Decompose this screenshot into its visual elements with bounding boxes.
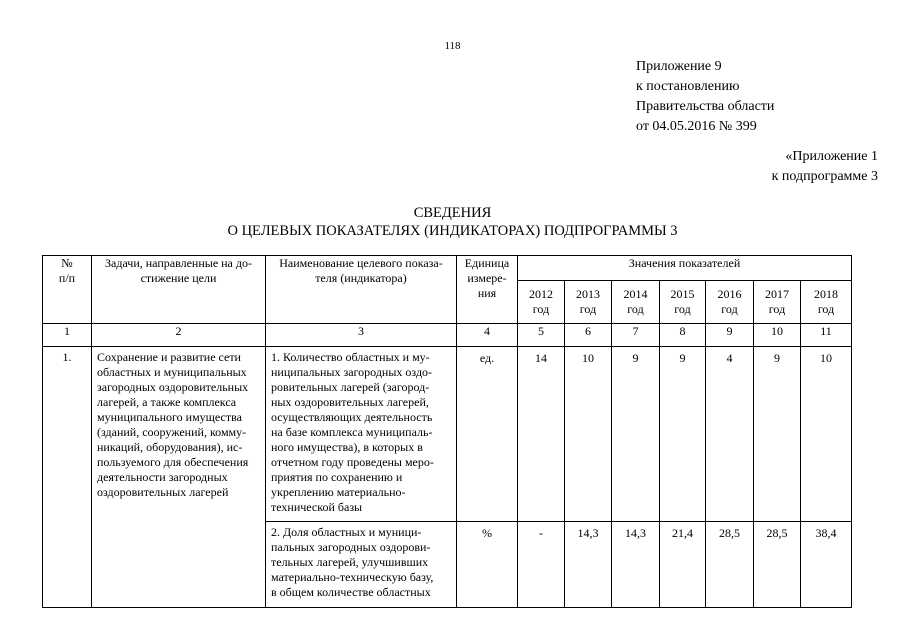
header-text: №	[61, 256, 73, 270]
column-number: 1	[43, 324, 92, 347]
header-unit	[457, 256, 518, 324]
indicators-table	[42, 255, 852, 608]
value-cell: 4	[706, 347, 754, 522]
header-text: ния	[477, 286, 497, 300]
header-year	[660, 281, 706, 324]
header-text: Задачи, направленные на до-	[105, 256, 252, 270]
indicator-cell	[266, 522, 457, 608]
column-number: 10	[754, 324, 801, 347]
year-text: 2018	[814, 287, 839, 301]
value-cell: -	[518, 522, 565, 608]
header-year	[565, 281, 612, 324]
value-cell: 9	[754, 347, 801, 522]
value-cell: 28,5	[754, 522, 801, 608]
indicator-line: приятия по сохранению и	[271, 470, 403, 484]
header-text: теля (индикатора)	[315, 271, 407, 285]
indicator-line: тельных лагерей, улучшивших	[271, 555, 429, 569]
value-cell: 14,3	[565, 522, 612, 608]
column-number: 11	[801, 324, 852, 347]
indicator-line: ных оздоровительных лагерей,	[271, 395, 429, 409]
column-numbers-row	[43, 324, 852, 347]
value-cell: 14,3	[612, 522, 660, 608]
row-number: 1.	[43, 347, 92, 608]
task-line: пользуемого для обеспечения	[97, 455, 249, 469]
value-cell: 38,4	[801, 522, 852, 608]
header-year	[801, 281, 852, 324]
title-line: СВЕДЕНИЯ	[413, 205, 492, 221]
header-text: стижение цели	[140, 271, 217, 285]
annex-sub-line: «Приложение 1	[785, 149, 878, 164]
header-year	[518, 281, 565, 324]
header-text: измере-	[467, 271, 507, 285]
year-suffix: год	[674, 302, 691, 316]
column-number: 9	[706, 324, 754, 347]
indicator-line: 1. Количество областных и му-	[271, 350, 430, 364]
value-cell: 14	[518, 347, 565, 522]
header-num	[43, 256, 92, 324]
header-year	[706, 281, 754, 324]
task-line: (зданий, сооружений, комму-	[97, 425, 247, 439]
header-year	[612, 281, 660, 324]
indicator-line: на базе комплекса муниципаль-	[271, 425, 433, 439]
indicator-line: ного имущества), в которых в	[271, 440, 423, 454]
column-number: 2	[92, 324, 266, 347]
value-cell: 28,5	[706, 522, 754, 608]
year-suffix: год	[627, 302, 644, 316]
year-text: 2012	[529, 287, 553, 301]
indicator-cell	[266, 347, 457, 522]
indicator-line: в общем количестве областных	[271, 585, 431, 599]
indicator-line: ровительных лагерей (загород-	[271, 380, 430, 394]
column-number: 7	[612, 324, 660, 347]
annex-header-line: к постановлению	[636, 79, 740, 94]
year-text: 2016	[717, 287, 742, 301]
value-cell: 9	[660, 347, 706, 522]
value-cell: 9	[612, 347, 660, 522]
column-number: 5	[518, 324, 565, 347]
annex-header-line: Правительства области	[636, 99, 775, 114]
annex-header-line: Приложение 9	[636, 59, 722, 74]
indicator-line: укреплению материально-	[271, 485, 406, 499]
column-number: 8	[660, 324, 706, 347]
indicator-line: ниципальных загородных оздо-	[271, 365, 433, 379]
year-text: 2017	[765, 287, 789, 301]
year-suffix: год	[579, 302, 597, 316]
year-text: 2013	[576, 287, 600, 301]
header-values: Значения показателей	[518, 256, 852, 281]
column-number: 3	[266, 324, 457, 347]
value-cell: 21,4	[660, 522, 706, 608]
header-year	[754, 281, 801, 324]
indicator-line: технической базы	[271, 500, 363, 514]
indicator-line: осуществляющих деятельность	[271, 410, 433, 424]
value-cell: 10	[801, 347, 852, 522]
header-text: п/п	[58, 271, 76, 285]
header-tasks	[92, 256, 266, 324]
task-cell	[92, 347, 266, 608]
year-text: 2015	[670, 287, 695, 301]
task-line: муниципального имущества	[97, 410, 242, 424]
column-number: 6	[565, 324, 612, 347]
annex-header-line: от 04.05.2016 № 399	[636, 119, 757, 134]
indicator-line: материально-техническую базу,	[271, 570, 434, 584]
page-number: 118	[444, 40, 461, 52]
table-row	[43, 347, 852, 522]
year-suffix: год	[721, 302, 738, 316]
header-indicator	[266, 256, 457, 324]
task-line: никаций, оборудования), ис-	[97, 440, 243, 454]
header-text: Единица	[464, 256, 510, 270]
task-line: оздоровительных лагерей	[97, 485, 229, 499]
annex-subheader	[0, 147, 878, 187]
column-number: 4	[457, 324, 518, 347]
task-line: областных и муниципальных	[97, 365, 247, 379]
year-suffix: год	[768, 302, 786, 316]
year-text: 2014	[623, 287, 648, 301]
task-line: Сохранение и развитие сети	[97, 350, 241, 364]
document-title	[0, 204, 905, 240]
year-suffix: год	[817, 302, 835, 316]
title-line: О ЦЕЛЕВЫХ ПОКАЗАТЕЛЯХ (ИНДИКАТОРАХ) ПОДПРОГРАММЫ 3	[227, 223, 678, 239]
annex-header	[636, 57, 774, 137]
indicator-line: отчетном году проведены меро-	[271, 455, 434, 469]
header-row	[43, 256, 852, 281]
unit-cell: ед.	[457, 347, 518, 522]
task-line: лагерей, а также комплекса	[97, 395, 237, 409]
task-line: загородных оздоровительных	[97, 380, 249, 394]
year-suffix: год	[532, 302, 550, 316]
header-text: Наименование целевого показа-	[279, 256, 443, 270]
indicator-line: 2. Доля областных и муници-	[271, 525, 422, 539]
unit-cell: %	[457, 522, 518, 608]
task-line: деятельности загородных	[97, 470, 228, 484]
annex-sub-line: к подпрограмме 3	[771, 169, 878, 184]
indicator-line: пальных загородных оздорови-	[271, 540, 431, 554]
value-cell: 10	[565, 347, 612, 522]
